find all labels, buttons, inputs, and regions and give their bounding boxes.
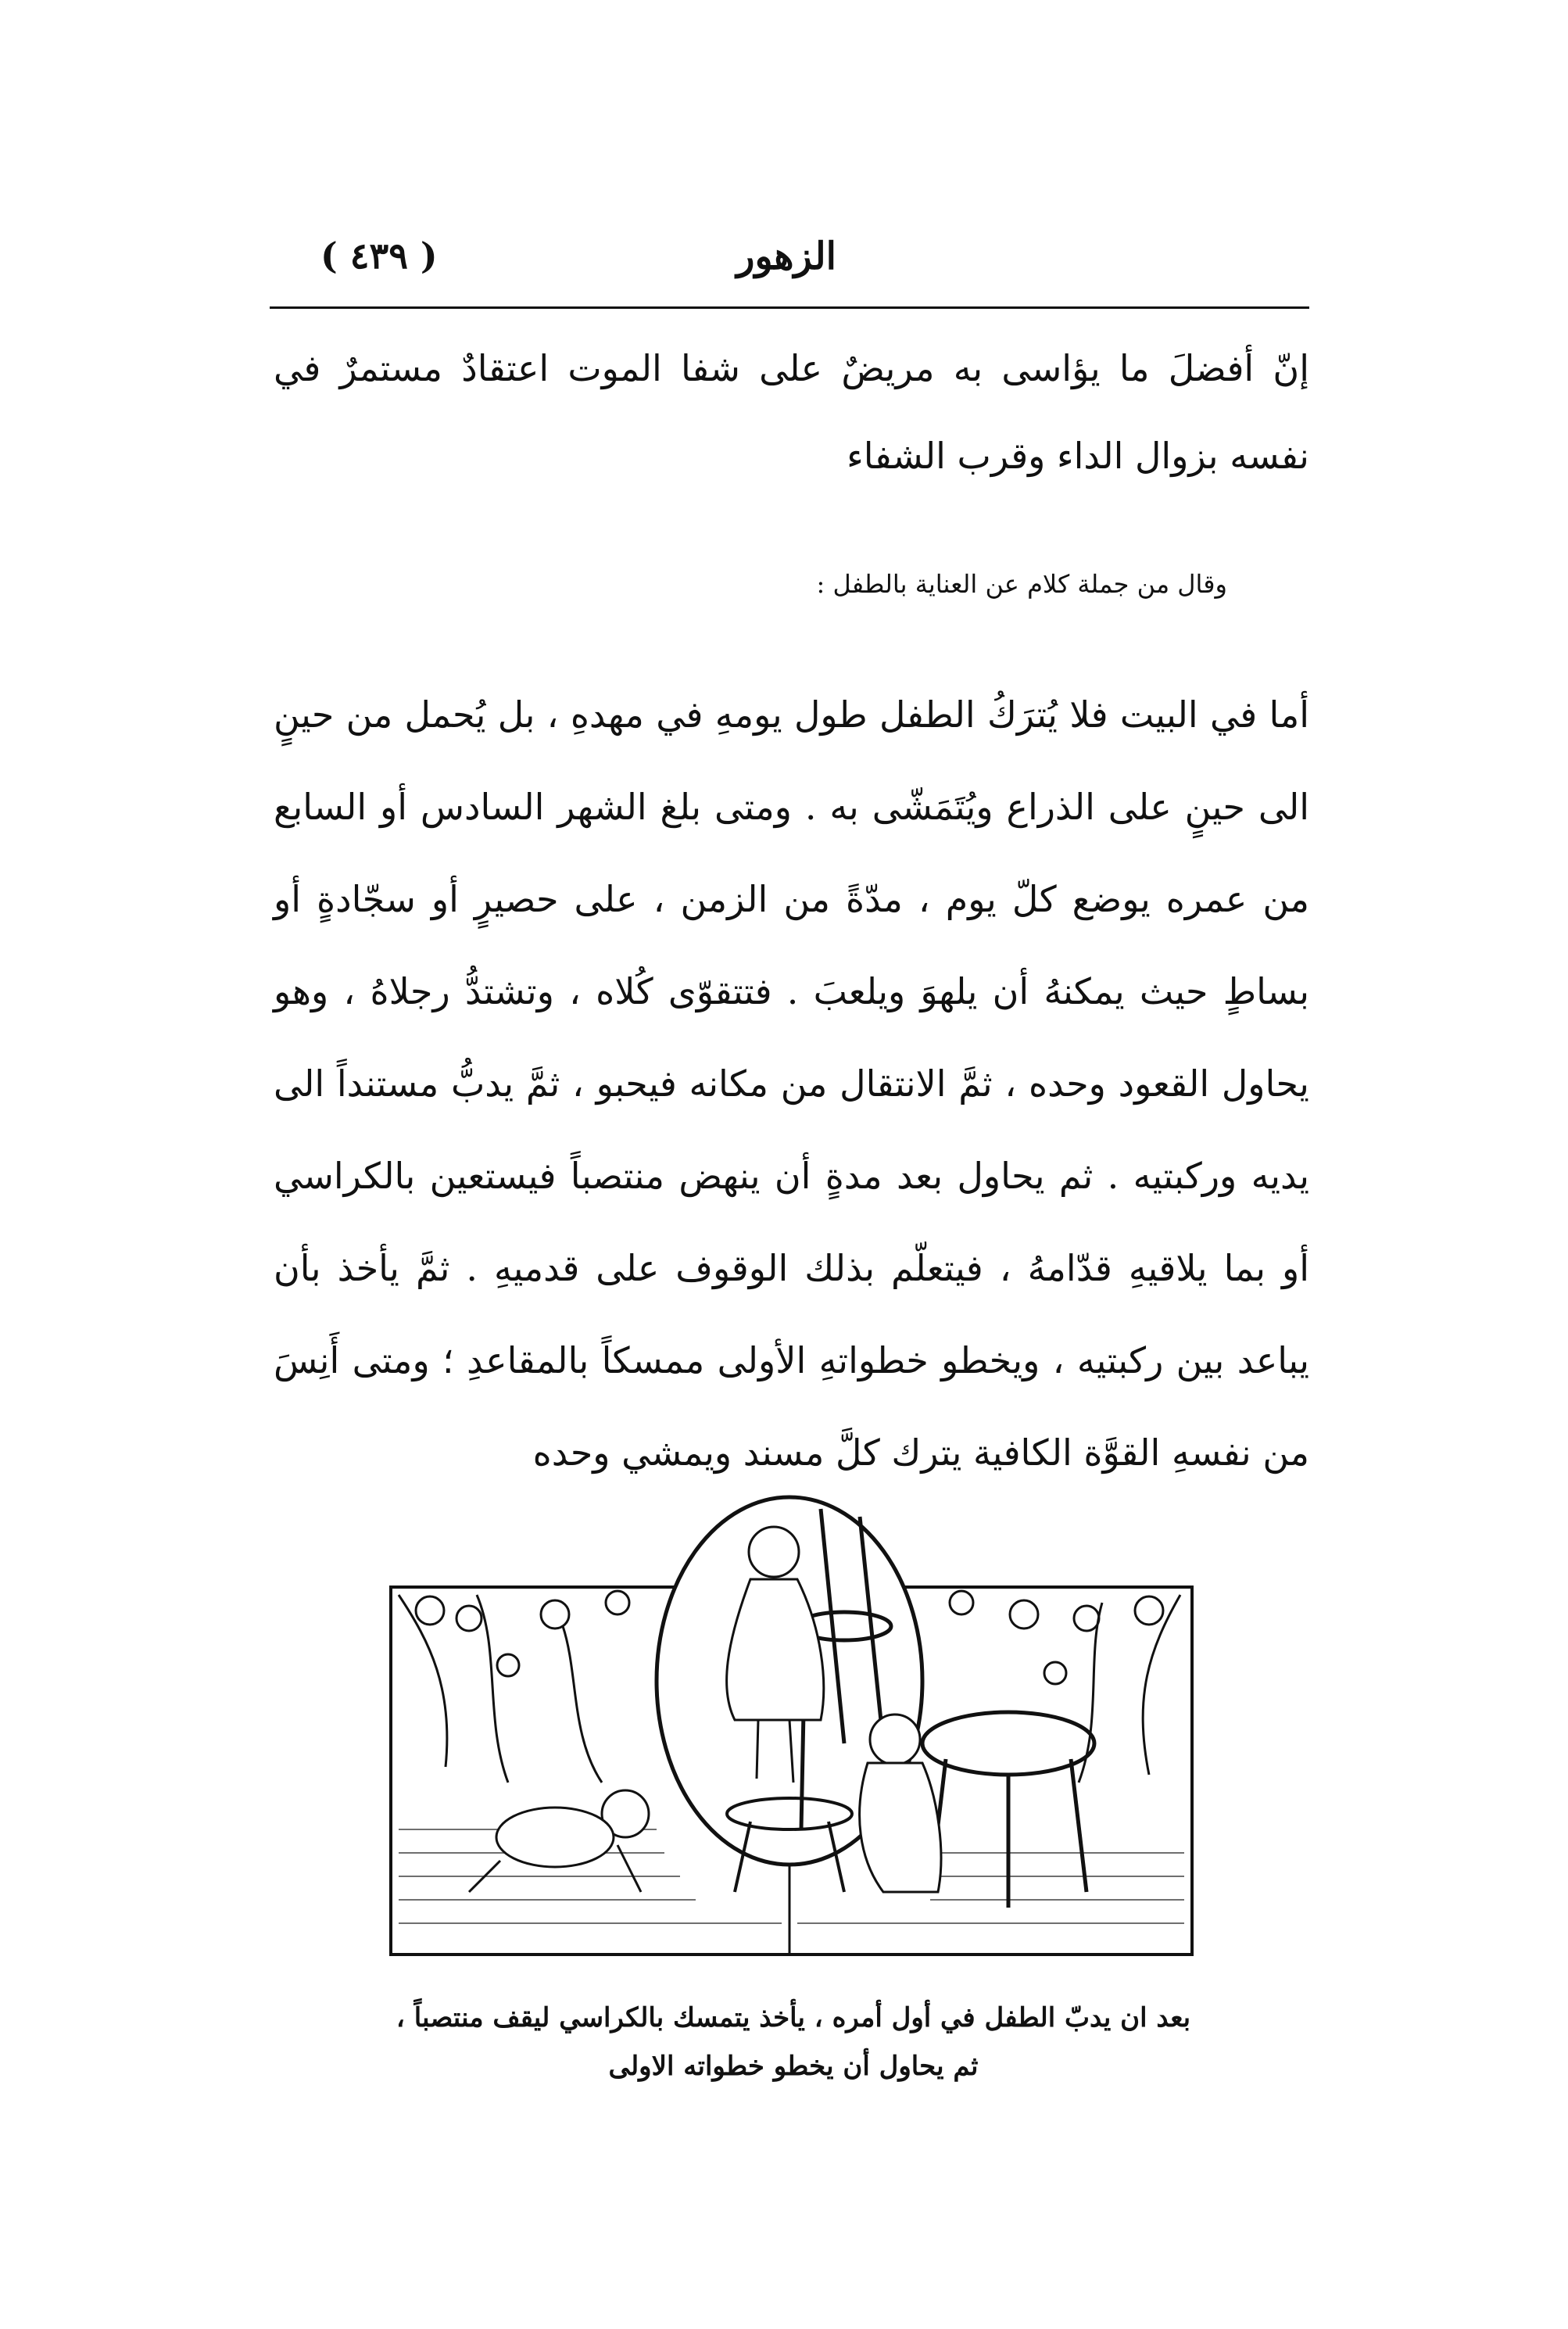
main-paragraph: أما في البيت فلا يُترَكُ الطفل طول يومهِ في مهدهِ ، بل يُحمل من حينٍ الى حينٍ على الذراع ويُتَمَشّى به . ومتى بلغ الشهر السادس أو السابع من عمره يوضع كلّ يوم ، مدّةً من الزمن ، على حصيرٍ أو سجّادةٍ أو بساطٍ حيث يمكنهُ أن يلهوَ ويلعبَ . فتتقوّى كُلاه ، وتشتدُّ رجلاهُ ، وهو يحاول القعود وحده ، ثمَّ الانتقال من مكانه فيحبو ، ثمَّ يدبُّ مستنداً الى يديه وركبتيه . ثم يحاول بعد مدةٍ أن ينهض منتصباً فيستعين بالكراسي أو بما يلاقيهِ قدّامهُ ، فيتعلّم بذلك الوقوف على قدميهِ . ثمَّ يأخذ بأن يباعد بين ركبتيه ، ويخطو خطواتهِ الأولى ممسكاً بالمقاعدِ ؛ ومتى أَنِسَ من نفسهِ القوَّة الكافية يترك كلَّ مسند ويمشي وحده <box>274 693 1309 1474</box>
caption-line-2: ثم يحاول أن يخطو خطواته الاولى <box>608 2051 979 2082</box>
engraving-illustration <box>383 1485 1200 1970</box>
caption-line-1: بعد ان يدبّ الطفل في أول أمره ، يأخذ يتمسك بالكراسي ليقف منتصباً ، <box>396 2002 1191 2033</box>
header-rule <box>270 306 1309 309</box>
illustration-children-learning-to-walk <box>383 1485 1200 1970</box>
figure-caption <box>367 1994 1219 2091</box>
page-header <box>274 235 1313 297</box>
quotation-introduction: وقال من جملة كلام عن العناية بالطفل : <box>816 569 1227 599</box>
running-title: الزهور <box>736 235 836 278</box>
opening-paragraph: إنّ أفضلَ ما يؤاسى به مريضٌ على شفا الموت اعتقادٌ مستمرٌ في نفسه بزوال الداء وقرب الشفاء <box>274 347 1309 477</box>
page-number: ( ٤٣٩ ) <box>320 235 438 277</box>
